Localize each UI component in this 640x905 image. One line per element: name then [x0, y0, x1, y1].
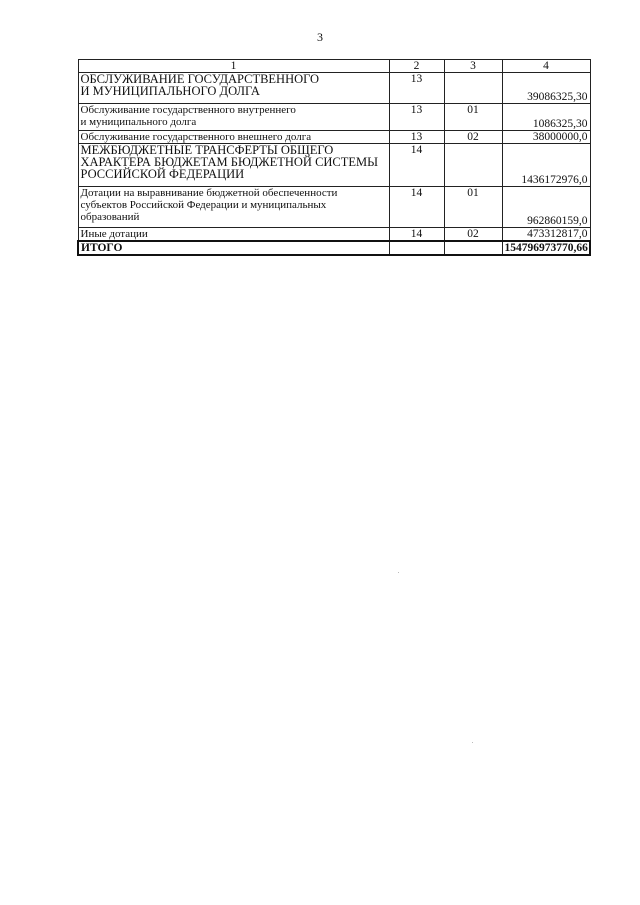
- row-amount: 39086325,30: [502, 73, 590, 104]
- row-section: 13: [389, 73, 444, 104]
- column-header: 2: [389, 60, 444, 73]
- row-name: Дотации на выравнивание бюджетной обеспеченности субъектов Российской Федерации и муниципальных образований: [78, 187, 389, 228]
- row-subsection: 02: [444, 228, 502, 242]
- column-header: 1: [78, 60, 389, 73]
- table-row: [78, 131, 590, 144]
- row-name: ОБСЛУЖИВАНИЕ ГОСУДАРСТВЕННОГО И МУНИЦИПАЛЬНОГО ДОЛГА: [78, 73, 389, 104]
- row-amount: 38000000,0: [502, 131, 590, 144]
- table-header-row: [78, 60, 590, 73]
- row-section: 13: [389, 104, 444, 131]
- row-amount: 1086325,30: [502, 104, 590, 131]
- row-name: Иные дотации: [78, 228, 389, 242]
- row-section: 13: [389, 131, 444, 144]
- total-label: ИТОГО: [78, 241, 389, 255]
- row-name: МЕЖБЮДЖЕТНЫЕ ТРАНСФЕРТЫ ОБЩЕГО ХАРАКТЕРА БЮДЖЕТАМ БЮДЖЕТНОЙ СИСТЕМЫ РОССИЙСКОЙ ФЕДЕРАЦИИ: [78, 144, 389, 187]
- row-subsection: [444, 144, 502, 187]
- column-header: 4: [502, 60, 590, 73]
- column-header: 3: [444, 60, 502, 73]
- row-amount: 962860159,0: [502, 187, 590, 228]
- total-empty-cell: [389, 241, 444, 255]
- row-section: 14: [389, 187, 444, 228]
- row-subsection: 01: [444, 187, 502, 228]
- row-amount: 1436172976,0: [502, 144, 590, 187]
- total-amount: 154796973770,66: [502, 241, 590, 255]
- row-section: 14: [389, 144, 444, 187]
- row-name: Обслуживание государственного внутреннего и муниципального долга: [78, 104, 389, 131]
- row-amount: 473312817,0: [502, 228, 590, 242]
- row-name: Обслуживание государственного внешнего долга: [78, 131, 389, 144]
- page-number: 3: [317, 30, 323, 44]
- row-subsection: [444, 73, 502, 104]
- budget-table: [77, 59, 591, 256]
- scan-speck: [398, 572, 399, 573]
- table-row: [78, 187, 590, 228]
- table-total-row: [78, 241, 590, 255]
- table-row: [78, 73, 590, 104]
- scan-speck: [472, 742, 473, 743]
- row-section: 14: [389, 228, 444, 242]
- row-subsection: 02: [444, 131, 502, 144]
- total-empty-cell: [444, 241, 502, 255]
- row-subsection: 01: [444, 104, 502, 131]
- table-row: [78, 104, 590, 131]
- table-row: [78, 144, 590, 187]
- table-row: [78, 228, 590, 242]
